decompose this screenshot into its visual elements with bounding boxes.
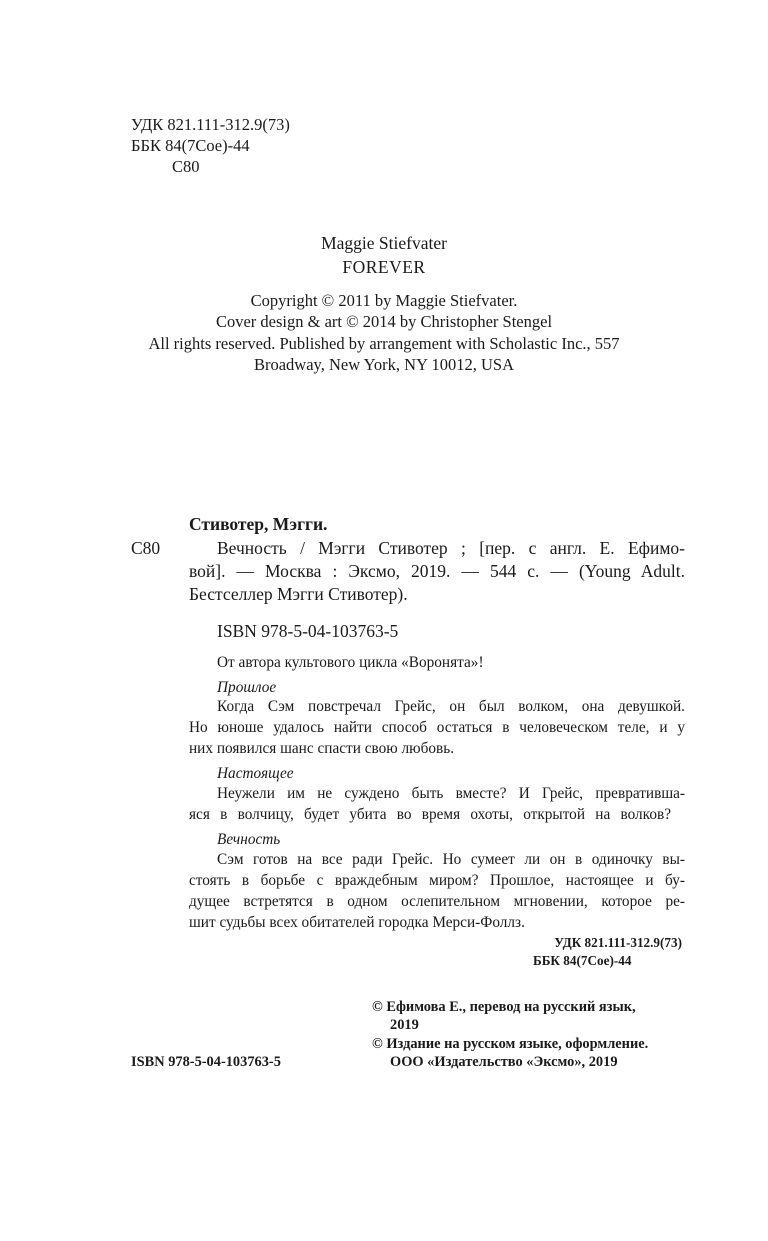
eternity-line-1: Сэм готов на все ради Грейс. Но сумеет ли он в одиночку вы- [217, 851, 685, 868]
copyright-translation: © Ефимова Е., перевод на русский язык, [372, 999, 636, 1015]
copyright-translation-year: 2019 [390, 1017, 419, 1033]
rights-line-2: Cover design & art © 2014 by Christopher Stengel [215, 312, 553, 331]
record-mark: С80 [131, 538, 161, 558]
eternity-line-2: стоять в борьбе с враждебным миром? Прошлое, настоящее и бу- [189, 872, 685, 889]
copyright-edition: © Издание на русском языке, оформление. [372, 1036, 649, 1052]
past-line-2: Но юноше удалось найти способ остаться в человеческом теле, и у [189, 719, 685, 736]
original-author: Maggie Stiefvater [321, 233, 447, 253]
section-heading-present: Настоящее [217, 765, 294, 782]
record-description-3: Бестселлер Мэгги Стивотер). [189, 584, 408, 604]
annotation-intro: От автора культового цикла «Воронята»! [217, 654, 484, 671]
section-heading-past: Прошлое [217, 679, 277, 696]
copyright-publisher: ООО «Издательство «Эксмо», 2019 [390, 1054, 618, 1070]
udk-code: УДК 821.111-312.9(73) [131, 115, 290, 134]
section-heading-eternity: Вечность [217, 831, 281, 848]
original-title: FOREVER [342, 257, 426, 277]
bbk-code: ББК 84(7Сое)-44 [131, 136, 250, 155]
past-line-3: них появился шанс спасти свою любовь. [189, 740, 455, 757]
bbk-code-right: ББК 84(7Сое)-44 [533, 953, 632, 968]
record-description-1: Вечность / Мэгги Стивотер ; [пер. с англ. Е. Ефимо- [217, 538, 685, 558]
record-description-2: вой]. — Москва : Эксмо, 2019. — 544 с. — (Young Adult. [189, 561, 685, 581]
rights-line-1: Copyright © 2011 by Maggie Stiefvater. [250, 291, 518, 310]
record-isbn: ISBN 978-5-04-103763-5 [217, 621, 399, 641]
isbn-footer: ISBN 978-5-04-103763-5 [131, 1054, 281, 1070]
rights-line-3: All rights reserved. Published by arrangement with Scholastic Inc., 557 [148, 334, 620, 353]
rights-line-4: Broadway, New York, NY 10012, USA [253, 355, 515, 374]
udk-code-right: УДК 821.111-312.9(73) [554, 935, 682, 950]
present-line-2: яся в волчицу, будет убита во время охоты, открытой на волков? [189, 806, 671, 823]
eternity-line-4: шит судьбы всех обитателей городка Мерси-Фоллз. [189, 914, 525, 931]
present-line-1: Неужели им не суждено быть вместе? И Грейс, превративша- [217, 785, 685, 802]
eternity-line-3: дущее встретятся в одном ослепительном мгновении, которое ре- [189, 893, 685, 910]
author-mark: С80 [172, 157, 200, 176]
record-heading: Стивотер, Мэгги. [189, 514, 328, 534]
past-line-1: Когда Сэм повстречал Грейс, он был волком, она девушкой. [217, 698, 685, 715]
